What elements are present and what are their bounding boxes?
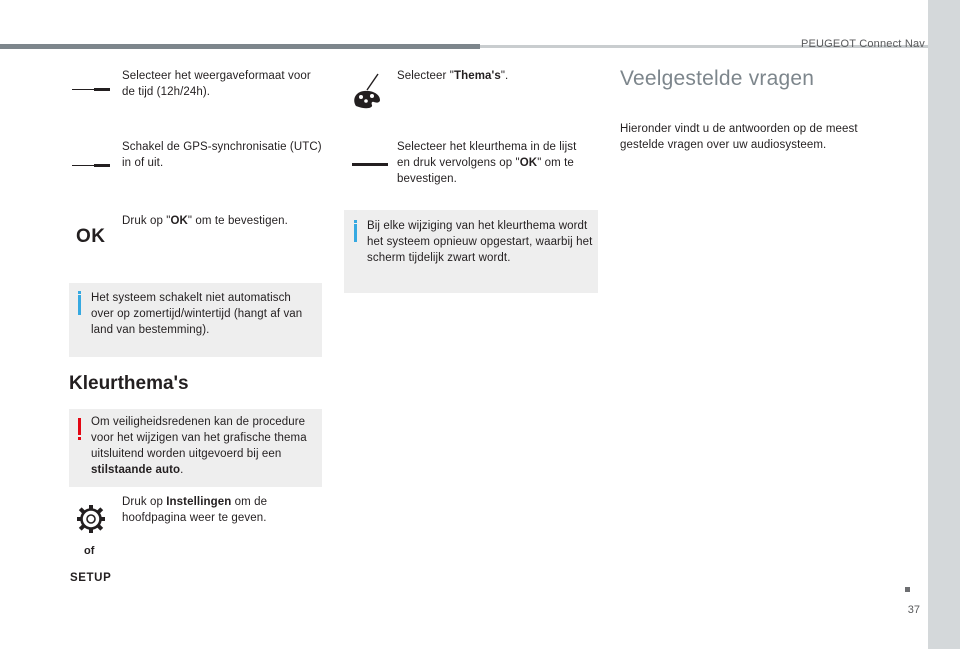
step-confirm-ok: Druk op "OK" om te bevestigen. <box>122 215 288 227</box>
palette-icon <box>352 72 386 110</box>
running-title: PEUGEOT Connect Nav <box>800 38 925 50</box>
step-time-format: Selecteer het weergaveformaat voor de tijd (12h/24h). <box>122 70 311 98</box>
info-note-text: Het systeem schakelt niet automatisch over op zomertijd/wintertijd (hangt af van land van bestemming). <box>91 292 303 336</box>
warning-icon <box>78 418 81 435</box>
page-edge-strip <box>928 0 960 649</box>
top-rule-dark <box>0 44 480 49</box>
or-label: of <box>84 545 95 557</box>
info-note-restart <box>344 210 598 293</box>
step-gps-sync: Schakel de GPS-synchronisatie (UTC) in of uit. <box>122 141 322 169</box>
info-note-text: Bij elke wijziging van het kleurthema wordt het systeem opnieuw opgestart, waarbij het scherm tijdelijk zwart wordt. <box>367 220 593 264</box>
list-line-icon <box>352 163 388 166</box>
faq-intro: Hieronder vindt u de antwoorden op de meest gestelde vragen over uw audiosysteem. <box>620 123 858 151</box>
step-select-themes: Selecteer "Thema's". <box>397 70 509 82</box>
settings-gear-icon <box>76 504 106 534</box>
warning-note-text: Om veiligheidsredenen kan de procedure voor het wijzigen van het grafische thema uitsluitend worden uitgevoerd bij een stilstaande auto. <box>91 416 307 476</box>
ok-icon: OK <box>76 226 106 247</box>
setup-button-label: SETUP <box>70 572 112 584</box>
list-line-icon <box>72 85 110 95</box>
list-line-icon <box>72 161 110 171</box>
info-icon <box>78 295 81 315</box>
info-icon <box>354 224 357 242</box>
section-title-color-themes: Kleurthema's <box>69 373 189 394</box>
step-settings: Druk op Instellingen om de hoofdpagina weer te geven. <box>122 496 268 524</box>
step-select-theme: Selecteer het kleurthema in de lijst en druk vervolgens op "OK" om te bevestigen. <box>397 141 577 185</box>
info-note-dst <box>69 283 322 357</box>
end-marker <box>905 587 910 592</box>
faq-title: Veelgestelde vragen <box>620 67 815 90</box>
page-number: 37 <box>907 604 920 616</box>
warning-note <box>69 409 322 487</box>
